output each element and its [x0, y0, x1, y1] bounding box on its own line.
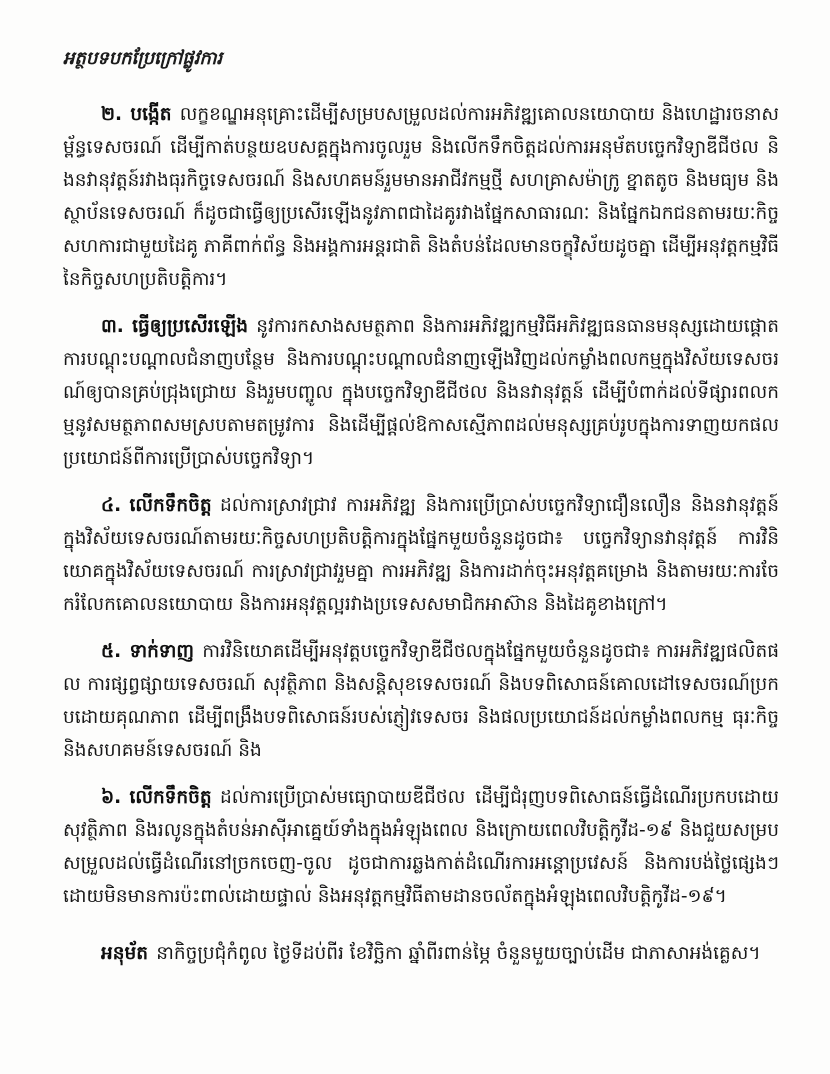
paragraph-lead: ទាក់ទាញ	[129, 641, 195, 662]
paragraph-body: ដល់ការប្រើប្រាស់មធ្យោបាយឌីជីថល ដើម្បីជំរុញបទពិសោធន៍ធ្វើដំណើរប្រកបដោយសុវត្ថិភាព និងរលូនក្នុងតំបន់អាស៊ីអាគ្នេយ៍ទាំងក្នុងអំឡុងពេល និងក្រោយពេលវិបត្តិកូវីដ-១៩ និងជួយសម្របសម្រួលដល់ធ្វើដំណើរនៅច្រកចេញ-ចូល ដូចជាការឆ្លងកាត់ដំណើរការអន្តោប្រវេសន៍ និងការបង់ថ្លៃផ្សេងៗ ដោយមិនមានការប៉ះពាល់ដោយផ្ទាល់ និងអនុវត្តកម្មវិធីតាមដានចល័តក្នុងអំឡុងពេលវិបត្តិកូវីដ-១៩។	[63, 787, 779, 907]
paragraph-lead: បង្កើត	[130, 104, 172, 125]
paragraph-number: ៣.	[101, 316, 124, 337]
paragraph-body: នាកិច្ចប្រជុំកំពូល ថ្ងៃទីដប់ពីរ ខែវិច្ឆិកា ឆ្នាំពីរពាន់ម្ភៃ ចំនួនមួយច្បាប់ដើម ជាភាសាអង់គ្លេស។	[156, 943, 761, 964]
paragraph-number: ២.	[101, 104, 123, 125]
paragraph-lead: លើកទឹកចិត្ត	[129, 495, 212, 516]
paragraph-3	[63, 310, 779, 475]
paragraph-body: ដល់ការស្រាវជ្រាវ ការអភិវឌ្ឍ និងការប្រើប្រាស់បច្ចេកវិទ្យាជឿនលឿន និងនវានុវត្តន៍ក្នុងវិស័យទេសចរណ៍តាមរយៈកិច្ចសហប្រតិបត្តិការក្នុងផ្នែកមួយចំនួនដូចជា៖ បច្ចេកវិទ្យានវានុវត្តន៍ ការវិនិយោគក្នុងវិស័យទេសចរណ៍ ការស្រាវជ្រាវរួមគ្នា ការអភិវឌ្ឍ និងការដាក់ចុះអនុវត្តគម្រោង និងតាមរយៈការចែករំលែកគោលនយោបាយ និងការអនុវត្តល្អរវាងប្រទេសសមាជិកអាស៊ាន និងដៃគូខាងក្រៅ។	[63, 495, 779, 615]
paragraph-2	[63, 98, 779, 296]
paragraph-number: ៤.	[101, 495, 122, 516]
paragraph-lead: ធ្វើឲ្យប្រសើរឡើង	[132, 316, 248, 337]
paragraph-number: ៥.	[101, 641, 122, 662]
paragraph-body: លក្ខខណ្ឌអនុគ្រោះដើម្បីសម្របសម្រួលដល់ការអភិវឌ្ឍគោលនយោបាយ និងហេដ្ឋារចនាសម្ព័ន្ធទេសចរណ៍ ដើម្បីកាត់បន្ថយឧបសគ្គក្នុងការចូលរួម និងលើកទឹកចិត្តដល់ការអនុម័តបច្ចេកវិទ្យាឌីជីថល និងនវានុវត្តន៍រវាងធុរកិច្ចទេសចរណ៍ និងសហគមន៍រួមមានអាជីវកម្មថ្មី សហគ្រាសម៉ាក្រូ ខ្នាតតូច និងមធ្យម និងស្ថាប័នទេសចរណ៍ ក៏ដូចជាធ្វើឲ្យប្រសើរឡើងនូវភាពជាដៃគូរវាងផ្នែកសាធារណៈ និងផ្នែកឯកជនតាមរយៈកិច្ចសហការជាមួយដៃគូ ភាគីពាក់ព័ន្ធ និងអង្គការអន្តរជាតិ និងតំបន់ដែលមានចក្ខុវិស័យដូចគ្នា ដើម្បីអនុវត្តកម្មវិធីនៃកិច្ចសហប្រតិបត្តិការ។	[63, 104, 780, 290]
paragraph-4	[63, 489, 779, 621]
paragraph-6	[63, 781, 779, 913]
paragraph-number: ៦.	[101, 787, 122, 808]
paragraph-lead: អនុម័ត	[101, 943, 148, 964]
paragraph-5	[63, 635, 779, 767]
paragraph-lead: លើកទឹកចិត្ត	[129, 787, 212, 808]
paragraph-body: ការវិនិយោគដើម្បីអនុវត្តបច្ចេកវិទ្យាឌីជីថលក្នុងផ្នែកមួយចំនួនដូចជា៖ ការអភិវឌ្ឍផលិតផល ការផ្សព្វផ្សាយទេសចរណ៍ សុវត្ថិភាព និងសន្តិសុខទេសចរណ៍ និងបទពិសោធន៍គោលដៅទេសចរណ៍ប្រកបដោយគុណភាព ដើម្បីពង្រឹងបទពិសោធន៍របស់ភ្ញៀវទេសចរ និងផលប្រយោជន៍ដល់កម្លាំងពលកម្ម ធុរៈកិច្ច និងសហគមន៍ទេសចរណ៍ និង	[63, 641, 779, 761]
adoption-paragraph	[63, 937, 779, 970]
unofficial-translation-note: អត្ថបទបកប្រែក្រៅផ្លូវការ	[63, 48, 223, 69]
paragraph-body: នូវការកសាងសមត្ថភាព និងការអភិវឌ្ឍកម្មវិធីអភិវឌ្ឍធនធានមនុស្សដោយផ្តោតការបណ្តុះបណ្តាលជំនាញបន្ថែម និងការបណ្តុះបណ្តាលជំនាញឡើងវិញដល់កម្លាំងពលកម្មក្នុងវិស័យទេសចរណ៍ឲ្យបានគ្រប់ជ្រុងជ្រោយ និងរួមបញ្ចូល ក្នុងបច្ចេកវិទ្យាឌីជីថល និងនវានុវត្តន៍ ដើម្បីបំពាក់ដល់ទីផ្សារពលកម្មនូវសមត្ថភាពសមស្របតាមតម្រូវការ និងដើម្បីផ្តល់ឱកាសស្មើភាពដល់មនុស្សគ្រប់រូបក្នុងការទាញយកផលប្រយោជន៍ពីការប្រើប្រាស់បច្ចេកវិទ្យា។	[63, 316, 779, 469]
